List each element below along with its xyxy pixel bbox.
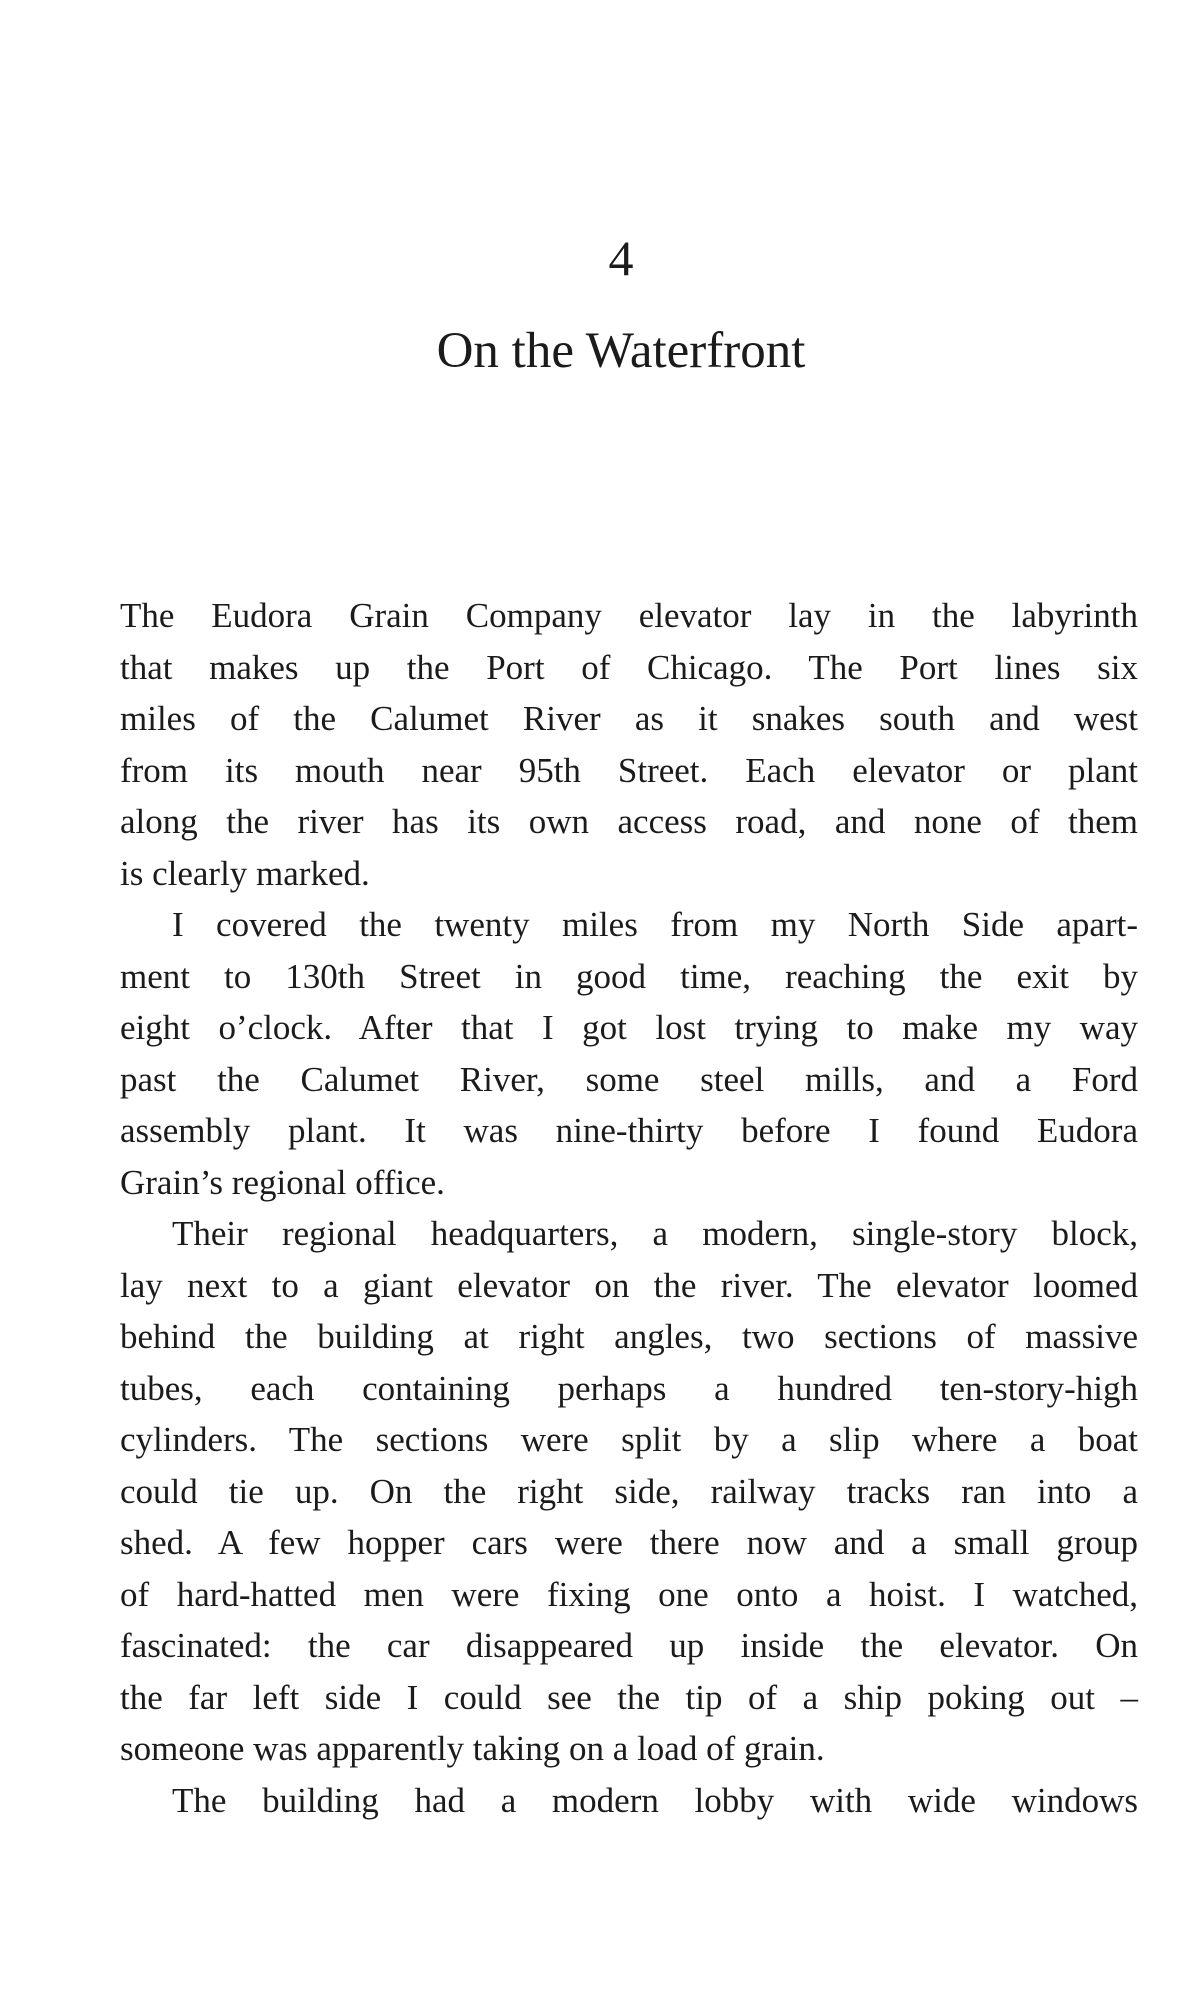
text-line: I covered the twenty miles from my North Side apart- bbox=[172, 905, 1138, 944]
text-line: Their regional headquarters, a modern, single-story block, bbox=[172, 1214, 1138, 1253]
text-line: The Eudora Grain Company elevator lay in the labyrinth bbox=[120, 596, 1138, 635]
text-line: of hard-hatted men were fixing one onto a hoist. I watched, bbox=[120, 1574, 1138, 1614]
text-line: tubes, each containing perhaps a hundred ten-story-high bbox=[120, 1368, 1138, 1408]
text-line: from its mouth near 95th Street. Each elevator or plant bbox=[120, 750, 1138, 790]
text-line: lay next to a giant elevator on the river. The elevator loomed bbox=[120, 1265, 1138, 1305]
text-line: miles of the Calumet River as it snakes south and west bbox=[120, 699, 1138, 738]
text-line: the far left side I could see the tip of a ship poking out – bbox=[120, 1677, 1138, 1717]
text-line: ment to 130th Street in good time, reaching the exit by bbox=[120, 956, 1138, 996]
text-line: past the Calumet River, some steel mills, and a Ford bbox=[120, 1059, 1138, 1099]
text-line: eight o’clock. After that I got lost trying to make my way bbox=[120, 1008, 1138, 1047]
text-line: along the river has its own access road, and none of them bbox=[120, 802, 1138, 841]
text-line: someone was apparently taking on a load of grain. bbox=[120, 1729, 825, 1768]
text-line: behind the building at right angles, two sections of massive bbox=[120, 1317, 1138, 1356]
chapter-number: 4 bbox=[608, 230, 634, 286]
text-line: could tie up. On the right side, railway tracks ran into a bbox=[120, 1471, 1138, 1511]
text-line: is clearly marked. bbox=[120, 853, 370, 893]
chapter-body bbox=[120, 590, 1138, 1826]
text-line: Grain’s regional office. bbox=[120, 1162, 445, 1202]
text-line: assembly plant. It was nine-thirty before I found Eudora bbox=[120, 1111, 1138, 1150]
text-line: shed. A few hopper cars were there now and a small group bbox=[120, 1523, 1138, 1562]
text-line: that makes up the Port of Chicago. The Port lines six bbox=[120, 647, 1138, 687]
text-line: fascinated: the car disappeared up inside the elevator. On bbox=[120, 1626, 1138, 1665]
chapter-title: On the Waterfront bbox=[436, 323, 806, 379]
text-line: The building had a modern lobby with wide windows bbox=[172, 1780, 1138, 1820]
text-line: cylinders. The sections were split by a slip where a boat bbox=[120, 1420, 1138, 1459]
